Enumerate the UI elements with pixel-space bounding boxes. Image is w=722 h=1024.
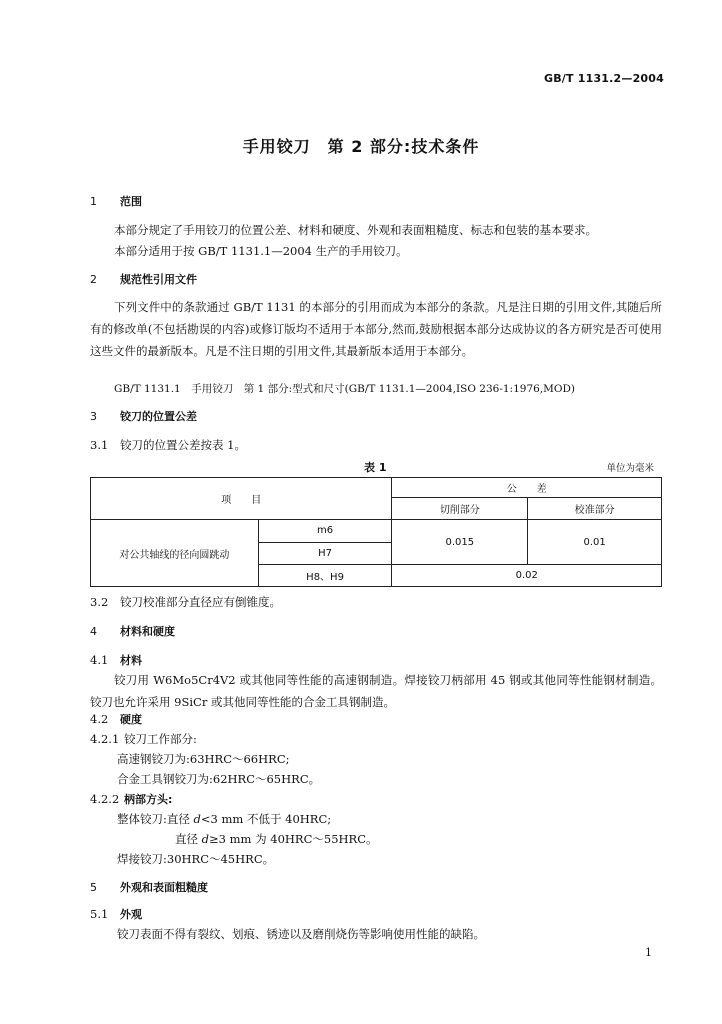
section-2-heading: [90, 272, 197, 288]
hardness-shank-large: [175, 831, 378, 847]
clause-3-1: [90, 437, 246, 453]
hardness-hss: 高速钢铰刀为:63HRC～66HRC;: [117, 752, 290, 766]
clause-text: 铰刀的位置公差按表 1。: [120, 438, 246, 452]
value-h8-h9: 0.02: [392, 564, 662, 586]
text-part: <3 mm 不低于 40HRC;: [200, 812, 332, 826]
normative-reference: GB/T 1131.1 手用铰刀 第 1 部分:型式和尺寸(GB/T 1131.1—2004,ISO 236-1:1976,MOD): [114, 383, 576, 395]
clause-title: 外观: [120, 908, 142, 921]
section-1-heading: [90, 194, 142, 210]
clause-number: 3.1: [90, 438, 109, 452]
table-unit: 单位为毫米: [606, 463, 654, 474]
document-title: 手用铰刀 第 2 部分:技术条件: [242, 137, 480, 156]
value-cutting: 0.015: [392, 520, 528, 564]
clause-number: 4.2: [90, 712, 109, 726]
section-number: 4: [90, 625, 97, 638]
tolerance-class-h8-h9: H8、H9: [258, 564, 392, 586]
clause-title: 材料: [120, 654, 142, 667]
text-part: 直径: [175, 832, 202, 846]
text-part: ≥3 mm 为 40HRC～55HRC。: [209, 832, 378, 846]
clause-number: 4.2.1: [90, 732, 120, 746]
section-4-heading: [90, 624, 175, 640]
clause-number: 3.2: [90, 595, 109, 609]
tolerance-table: [90, 477, 662, 587]
clause-number: 4.2.2: [90, 792, 120, 806]
text-part: 整体铰刀:直径: [117, 812, 194, 826]
section-5-heading: [90, 880, 208, 896]
page-number: 1: [645, 946, 652, 959]
clause-5-1-heading: [90, 906, 142, 923]
clause-4-2-1-heading: [90, 731, 197, 747]
table-caption: 表 1: [364, 461, 387, 474]
standard-code: GB/T 1131.2—2004: [543, 72, 664, 85]
hardness-alloy: 合金工具钢铰刀为:62HRC～65HRC。: [117, 772, 321, 786]
clause-4-2-2-heading: [90, 791, 172, 808]
section-3-heading: [90, 409, 197, 425]
header-cutting-part: 切削部分: [392, 498, 528, 520]
clause-text: 铰刀校准部分直径应有倒锥度。: [120, 595, 281, 609]
section-number: 5: [90, 881, 97, 894]
tolerance-class-h7: H7: [258, 542, 392, 564]
clause-3-2: [90, 594, 281, 610]
section-title: 外观和表面粗糙度: [120, 881, 208, 894]
clause-4-2-heading: [90, 711, 142, 728]
clause-number: 5.1: [90, 907, 109, 921]
clause-4-1-text: 铰刀用 W6Mo5Cr4V2 或其他同等性能的高速钢制造。焊接铰刀柄部用 45 钢或其他同等性能钢材制造。铰刀也允许采用 9SiCr 或其他同等性能的合金工具钢制造。: [90, 673, 662, 709]
clause-title: 柄部方头:: [124, 793, 173, 806]
value-calibration: 0.01: [528, 520, 662, 564]
section-1-paragraph-2: 本部分适用于按 GB/T 1131.1—2004 生产的手用铰刀。: [114, 244, 408, 258]
clause-number: 4.1: [90, 653, 109, 667]
section-2-paragraph: 下列文件中的条款通过 GB/T 1131 的本部分的引用而成为本部分的条款。凡是注日期的引用文件,其随后所有的修改单(不包括勘误的内容)或修订版均不适用于本部分,然而,鼓励根据本部分达成协议的各方研究是否可使用这些文件的最新版本。凡是不注日期的引用文件,其最新版本适用于本部分。: [90, 300, 662, 358]
section-title: 规范性引用文件: [120, 273, 197, 286]
header-item: 项 目: [91, 478, 392, 520]
hardness-welded: 焊接铰刀:30HRC～45HRC。: [117, 852, 275, 866]
header-calibration-part: 校准部分: [528, 498, 662, 520]
section-number: 2: [90, 273, 97, 286]
section-title: 铰刀的位置公差: [120, 410, 197, 423]
variable-d: d: [193, 812, 201, 826]
section-1-paragraph-1: 本部分规定了手用铰刀的位置公差、材料和硬度、外观和表面粗糙度、标志和包装的基本要求。: [114, 223, 597, 237]
section-title: 材料和硬度: [120, 625, 175, 638]
clause-title: 铰刀工作部分:: [124, 732, 197, 746]
hardness-shank-small: [117, 811, 331, 827]
clause-5-1-text: 铰刀表面不得有裂纹、划痕、锈迹以及磨削烧伤等影响使用性能的缺陷。: [117, 927, 485, 941]
header-tolerance: 公 差: [392, 478, 662, 498]
section-number: 1: [90, 195, 97, 208]
variable-d: d: [201, 832, 210, 846]
tolerance-class-m6: m6: [258, 520, 392, 542]
row-label-radial-runout: 对公共轴线的径向圆跳动: [91, 520, 259, 587]
clause-title: 硬度: [120, 713, 142, 726]
clause-4-1-heading: [90, 652, 142, 669]
section-number: 3: [90, 410, 97, 423]
section-title: 范围: [120, 195, 142, 208]
